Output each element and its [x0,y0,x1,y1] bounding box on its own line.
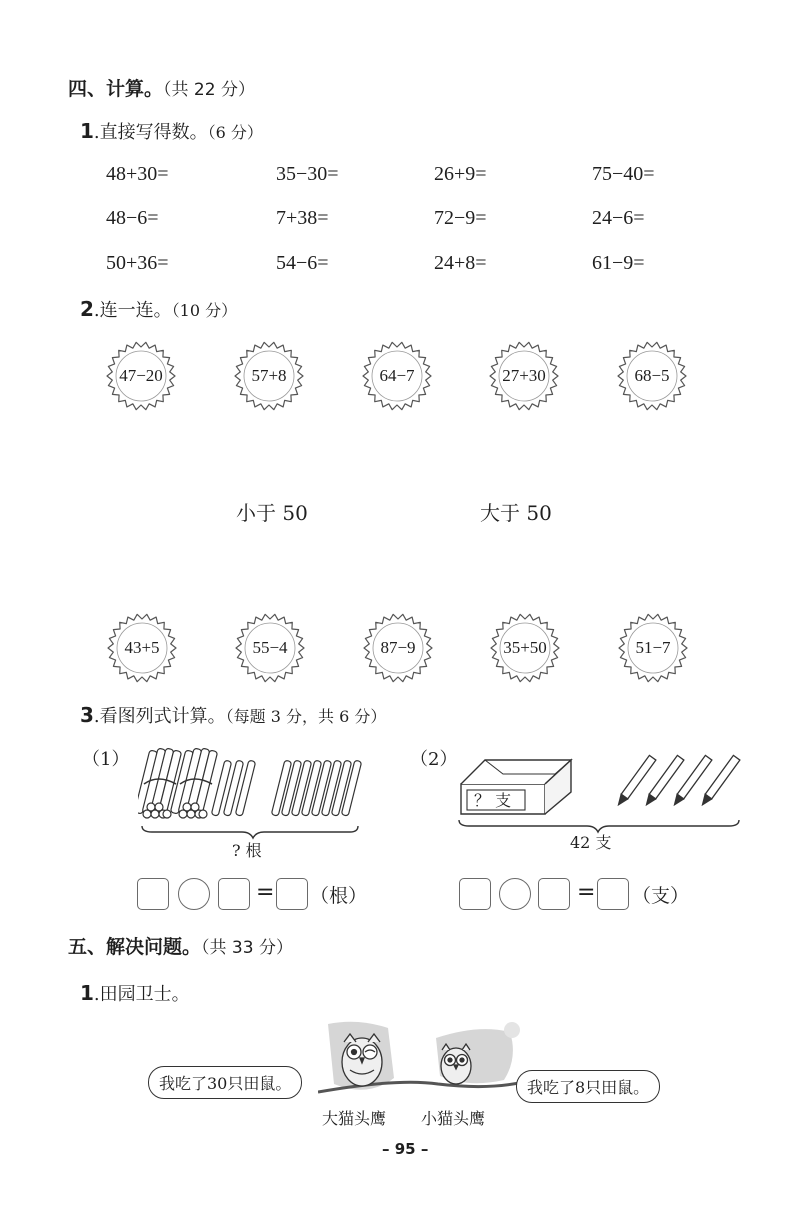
math-item: 24+8= [434,252,487,274]
question-number: 2 [80,297,94,321]
match-badge[interactable] [106,612,178,684]
question-text: .直接写得数。 [93,122,208,143]
badge-text: 51−7 [635,638,671,657]
match-badge[interactable] [233,340,305,412]
owls-illustration [318,1018,524,1108]
question-number: 1 [80,119,94,143]
label-greater-than-50[interactable]: 大于 50 [480,501,552,525]
speech-bubble-right: 我吃了8只田鼠。 [516,1070,660,1103]
math-item: 48−6= [106,207,159,229]
math-item: 35−30= [276,163,339,185]
box-label: ？ 支 [474,791,512,810]
badge-text: 47−20 [119,366,163,385]
match-badge[interactable] [488,340,560,412]
equals-sign: = [577,880,596,905]
owl-small-icon [441,1044,471,1084]
label-less-than-50[interactable]: 小于 50 [236,501,308,525]
loose-sticks [271,760,361,816]
brace [142,826,358,838]
section-note: （共 22 分） [163,80,255,100]
match-badge[interactable] [362,612,434,684]
question-text: .看图列式计算。 [93,706,226,727]
question-number: 1 [80,981,94,1005]
match-badge[interactable] [234,612,306,684]
equals-sign: = [256,880,275,905]
question-5-1-title [80,980,190,1006]
math-item: 61−9= [592,252,645,274]
operator-circle[interactable] [499,878,531,910]
question-2-title [80,296,237,322]
question-note: （10 分） [171,301,238,320]
section-4-title [68,74,255,101]
question-3-title [80,702,386,728]
section-5-title [68,932,293,959]
match-badge[interactable] [361,340,433,412]
question-text: .连一连。 [93,300,172,321]
question-note: （每题 3 分，共 6 分） [225,707,387,726]
answer-box[interactable] [538,878,570,910]
math-item: 7+38= [276,207,329,229]
badge-text: 87−9 [380,638,416,657]
answer-box[interactable] [137,878,169,910]
badge-text: 27+30 [502,366,546,385]
part-1-label: （1） [82,749,130,770]
caption-sticks-total: ? 根 [232,841,262,860]
owl-big-icon [342,1034,382,1086]
answer-box[interactable] [597,878,629,910]
caption-pencils-total: 42 支 [570,833,612,852]
label-big-owl: 大猫头鹰 [322,1109,387,1128]
unit-label: （支） [632,885,690,907]
math-item: 72−9= [434,207,487,229]
badge-text: 64−7 [379,366,415,385]
part-2-label: （2） [410,749,458,770]
question-number: 3 [80,703,94,727]
question-1-title [80,118,263,144]
speech-bubble-left: 我吃了30只田鼠。 [148,1066,302,1099]
question-note: （6 分） [207,123,263,142]
loose-sticks [211,760,255,816]
math-item: 48+30= [106,163,169,185]
math-item: 50+36= [106,252,169,274]
badge-text: 43+5 [124,638,160,657]
section-title-text: 五、解决问题。 [68,936,202,958]
pencil-icons [615,755,740,807]
sticks-illustration [138,744,368,840]
section-title-text: 四、计算。 [68,78,164,100]
match-badge[interactable] [105,340,177,412]
answer-box[interactable] [459,878,491,910]
section-note: （共 33 分） [201,938,293,958]
math-item: 54−6= [276,252,329,274]
unit-label: （根） [310,885,368,907]
match-badge[interactable] [616,340,688,412]
answer-box[interactable] [218,878,250,910]
match-badge[interactable] [489,612,561,684]
math-item: 24−6= [592,207,645,229]
badge-text: 68−5 [634,366,670,385]
badge-text: 57+8 [251,366,287,385]
question-text: .田园卫士。 [93,984,190,1005]
match-badge[interactable] [617,612,689,684]
math-item: 75−40= [592,163,655,185]
page-number: – 95 – [382,1140,429,1158]
math-item: 26+9= [434,163,487,185]
label-small-owl: 小猫头鹰 [421,1109,486,1128]
operator-circle[interactable] [178,878,210,910]
badge-text: 55−4 [252,638,288,657]
badge-text: 35+50 [503,638,547,657]
answer-box[interactable] [276,878,308,910]
